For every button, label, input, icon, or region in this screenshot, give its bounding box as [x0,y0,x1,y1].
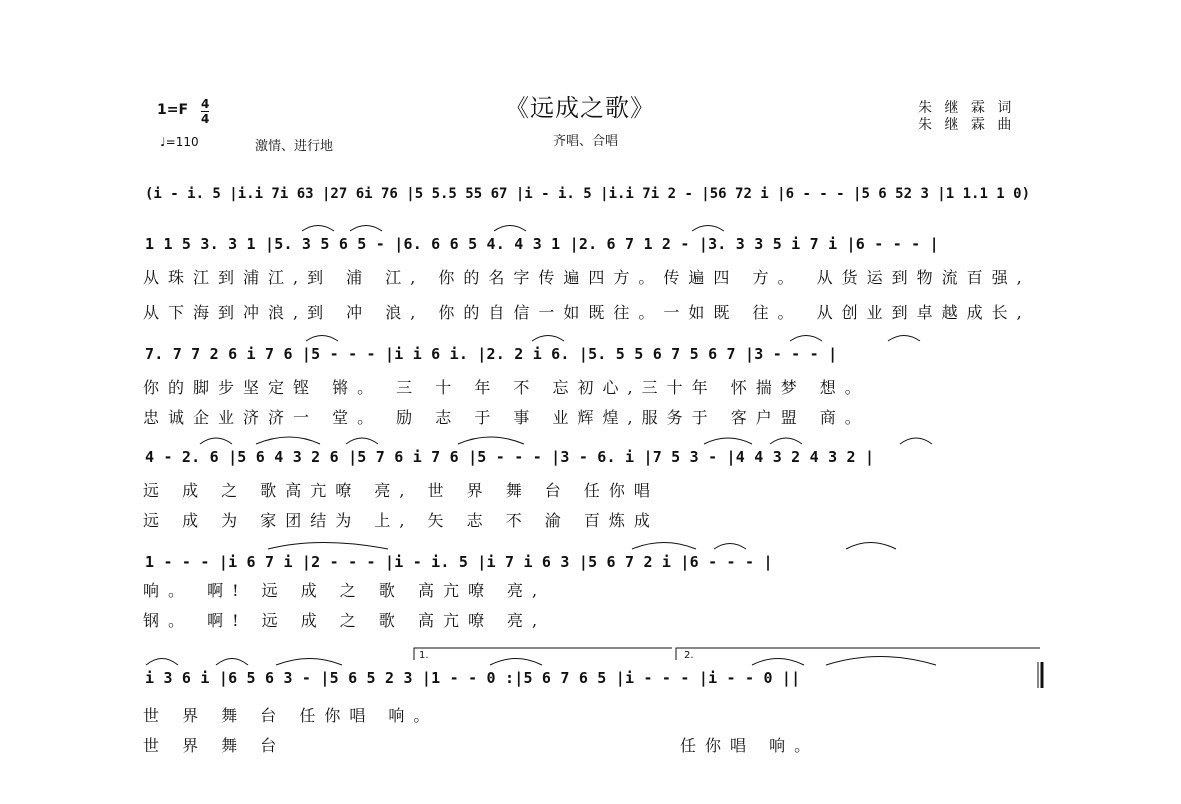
volta-1-label: 1. [419,650,429,661]
slur [490,659,542,666]
song-title: 《远成之歌》 [505,94,655,122]
score-line-4: 1 - - - |i 6 7 i |2 - - - |i - i. 5 |i 7 i 6 3 |5 6 7 2 i |6 - - - | [145,553,773,571]
volta-2-label: 2. [684,650,694,661]
slur [306,336,338,342]
score-line-2: 7. 7 7 2 6 i 7 6 |5 - - - |i i 6 i. |2. 2 i 6. |5. 5 5 6 7 5 6 7 |3 - - - | [145,345,838,363]
slur [632,543,696,550]
lyric-line-4a: 响。 啊! 远 成 之 歌 高亢嘹 亮, [143,581,547,600]
performance-form: 齐唱、合唱 [553,134,619,149]
slur [826,657,936,666]
slur [752,659,804,666]
slur [790,336,822,342]
volta-1-bracket [414,648,672,660]
slur [494,226,526,232]
slur [268,543,388,550]
slur [146,659,178,666]
slur [704,438,752,444]
slur [846,543,896,550]
slur [350,226,382,232]
slur [276,659,342,666]
slur [216,659,248,666]
intro-notes: (i - i. 5 |i.i 7i 63 |27 6i 76 |5 5.5 55 67 |i - i. 5 |i.i 7i 2 - |56 72 i |6 - - - |5 6 52 3 |1 1.1 1 0) [145,186,1031,202]
time-signature-top: 4 [201,97,210,111]
lyric-line-3a: 远 成 之 歌高亢嘹 亮, 世 界 舞 台 任你唱 [143,481,659,500]
score-line-5: i 3 6 i |6 5 6 3 - |5 6 5 2 3 |1 - - 0 :|5 6 7 6 5 |i - - - |i - - 0 || [145,669,801,687]
slur [346,438,378,444]
composer-credit: 朱 继 霖 曲 [918,117,1016,133]
style-marking: 激情、进行地 [255,139,334,154]
tempo-marking: ♩=110 [160,135,199,149]
slur [900,438,932,444]
lyric-line-5c: 任你唱 响。 [680,736,820,755]
lyricist-credit: 朱 继 霖 词 [918,100,1016,116]
slur [888,336,920,342]
slur [302,226,334,232]
lyric-line-1b: 从下海到冲浪,到 冲 浪, 你的自信一如既往。一如既 往。 从创业到卓越成长, [143,303,1031,322]
score-line-1: 1 1 5 3. 3 1 |5. 3 5 6 5 - |6. 6 6 5 4. 4 3 1 |2. 6 7 1 2 - |3. 3 3 5 i 7 i |6 - - - | [145,235,939,253]
lyric-line-5b: 世 界 舞 台 [143,736,286,755]
lyric-line-5a: 世 界 舞 台 任你唱 响。 [143,706,439,725]
lyric-line-1a: 从珠江到浦江,到 浦 江, 你的名字传遍四方。传遍四 方。 从货运到物流百强, [143,268,1031,287]
slur [532,336,564,342]
slur [256,437,320,444]
key-signature: 1=F [157,102,189,118]
lyric-line-2b: 忠诚企业济济一 堂。 励 志 于 事 业辉煌,服务于 客户盟 商。 [143,408,870,427]
slur [458,437,524,444]
lyric-line-4b: 钢。 啊! 远 成 之 歌 高亢嘹 亮, [143,611,547,630]
slur [692,226,724,232]
lyric-line-3b: 远 成 为 家团结为 上, 矢 志 不 渝 百炼成 [143,511,659,530]
lyric-line-2a: 你的脚步坚定铿 锵。 三 十 年 不 忘初心,三十年 怀揣梦 想。 [143,378,870,397]
slur [200,438,232,444]
slur [770,438,802,444]
time-signature-bottom: 4 [201,112,210,126]
slur [714,544,746,550]
score-line-3: 4 - 2. 6 |5 6 4 3 2 6 |5 7 6 i 7 6 |5 - - - |3 - 6. i |7 5 3 - |4 4 3 2 4 3 2 | [145,448,875,466]
